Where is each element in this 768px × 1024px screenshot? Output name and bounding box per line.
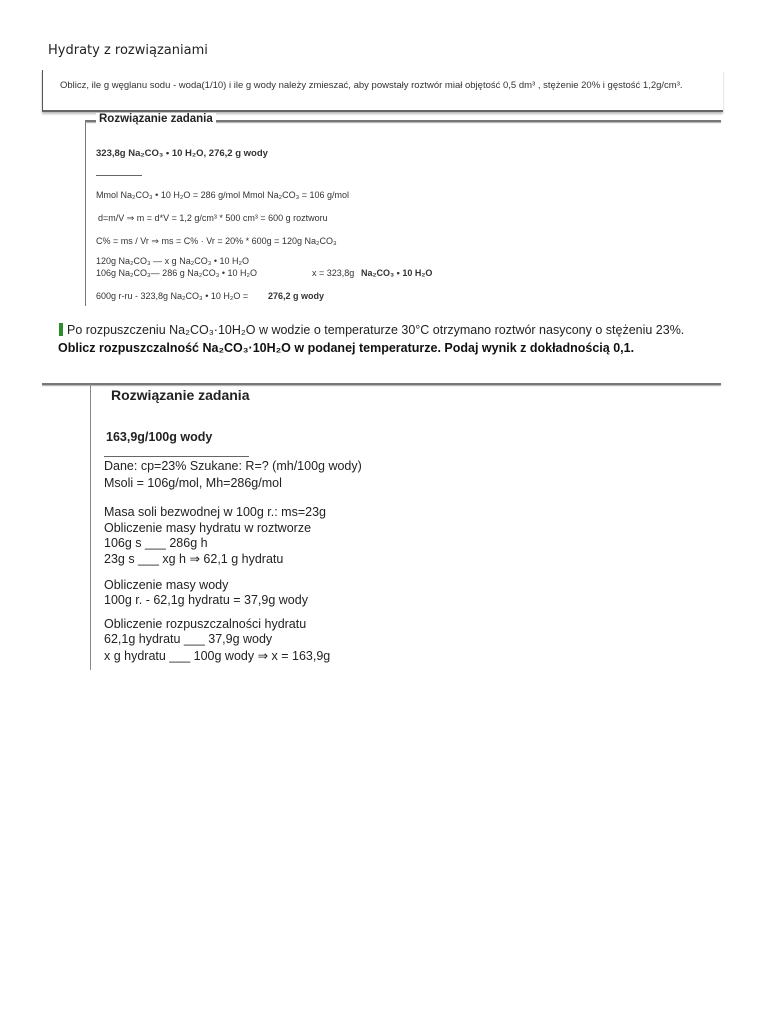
solution1-line: 276,2 g wody [268,291,325,301]
solution2-rule [104,456,249,457]
solution2-line: Dane: cp=23% Szukane: R=? (mh/100g wody) [104,459,362,473]
solution2-line: Msoli = 106g/mol, Mh=286g/mol [104,476,282,490]
solution2-line: x g hydratu ___ 100g wody ⇒ x = 163,9g [104,649,331,663]
solution1-answer: 323,8g Na₂CO₃ • 10 H₂O, 276,2 g wody [96,148,268,159]
problem2-text: Po rozpuszczeniu Na₂CO₃·10H₂O w wodzie o temperaturze 30°C otrzymano roztwór nasycony o stężeniu 23%. [67,323,685,337]
problem1-text: Oblicz, ile g węglanu sodu - woda(1/10) i ile g wody należy zmieszać, aby powstały roztwór miał objętość 0,5 dm³ , stężenie 20% i gęstość 1,2g/cm³. [60,80,683,91]
solution2-answer: 163,9g/100g wody [106,430,213,444]
solution2-divider [42,383,721,385]
solution1-line: 120g Na₂CO₃ — x g Na₂CO₃ • 10 H₂O [96,256,250,266]
solution1-line: x = 323,8g [312,268,355,278]
solution2-line: Obliczenie rozpuszczalności hydratu [104,617,307,631]
solution2-line: 106g s ___ 286g h [104,536,208,550]
solution2-legend: Rozwiązanie zadania [108,387,252,403]
solution1-legend: Rozwiązanie zadania [96,113,216,125]
solution1-line: Mmol Na₂CO₃ • 10 H₂O = 286 g/mol Mmol Na₂CO₃ = 106 g/mol [96,190,350,200]
solution1-line: d=m/V ⇒ m = d*V = 1,2 g/cm³ * 500 cm³ = 600 g roztworu [98,213,328,223]
solution1-line: 106g Na₂CO₃— 286 g Na₂CO₃ • 10 H₂O [96,268,258,278]
solution2-line: Obliczenie masy hydratu w roztworze [104,521,312,535]
solution1-line: Na₂CO₃ • 10 H₂O [361,268,433,278]
solution2-line: 62,1g hydratu ___ 37,9g wody [104,632,273,646]
solution2-frame [90,384,91,670]
document-title: Hydraty z rozwiązaniami [48,43,208,58]
solution1-line: 600g r-ru - 323,8g Na₂CO₃ • 10 H₂O = [96,291,249,301]
solution2-line: Masa soli bezwodnej w 100g r.: ms=23g [104,505,326,519]
problem1-box [42,70,723,112]
solution1-rule [96,175,142,176]
solution2-line: 100g r. - 62,1g hydratu = 37,9g wody [104,593,308,607]
solution2-line: 23g s ___ xg h ⇒ 62,1 g hydratu [104,552,284,566]
solution1-line: C% = ms / Vr ⇒ ms = C% · Vr = 20% * 600g = 120g Na₂CO₃ [96,236,337,246]
problem2-question: Oblicz rozpuszczalność Na₂CO₃·10H₂O w podanej temperaturze. Podaj wynik z dokładnością 0,1. [58,341,635,355]
solution2-line: Obliczenie masy wody [104,578,229,592]
problem2-marker [59,323,63,336]
